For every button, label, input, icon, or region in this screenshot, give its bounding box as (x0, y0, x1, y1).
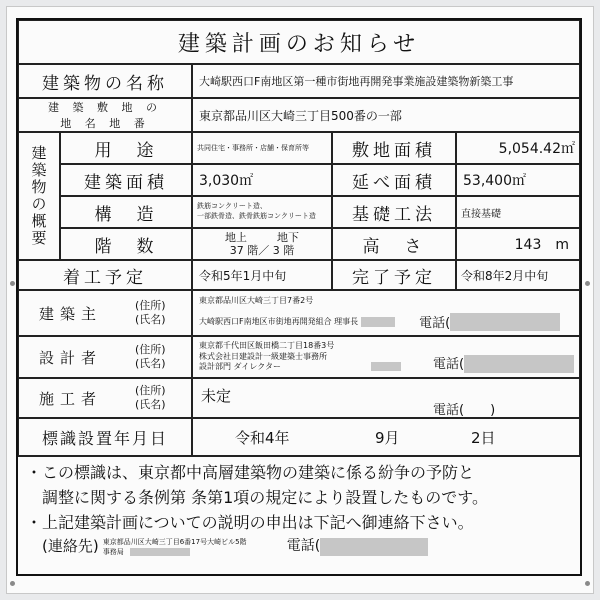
contact-label: (連絡先) (42, 537, 99, 556)
structure-value-line2: 一部鉄骨造、鉄骨鉄筋コンクリート造 (197, 212, 316, 220)
sign-date-year: 令和4年 (235, 428, 290, 447)
floors-header-row (225, 231, 299, 244)
building-area-label: 建築面積 (60, 164, 192, 196)
redacted-block (371, 362, 401, 371)
contact-office-row (103, 547, 277, 558)
foundation-label: 基礎工法 (332, 196, 456, 228)
redacted-block (450, 313, 560, 331)
sign-date-month: 9月 (375, 428, 400, 447)
redacted-block (361, 317, 395, 327)
building-area-value: 3,030㎡ (192, 164, 332, 196)
contact-phone-label: 電話( (286, 538, 321, 555)
owner-name: 大崎駅西口F南地区市街地再開発組合 理事長 (199, 317, 359, 326)
site-label-line2: 地 名 地 番 (60, 117, 150, 130)
bolt-icon (585, 281, 590, 286)
floors-above-label: 地上 (225, 230, 247, 244)
owner-name-label: (氏名) (135, 313, 166, 326)
bolt-icon (10, 581, 15, 586)
end-label: 完了予定 (332, 260, 456, 290)
floors-value-cell (192, 228, 332, 260)
contractor-label-cell (18, 378, 192, 418)
contractor-sublabels (135, 384, 166, 413)
height-value: 143 m (456, 228, 580, 260)
owner-phone-label: 電話( (419, 316, 451, 331)
designer-addr-label: (住所) (135, 342, 166, 356)
overview-side-label: 建築物の概要 (18, 132, 60, 260)
site-value: 東京都品川区大崎三丁目500番の一部 (192, 98, 580, 132)
owner-label-cell (18, 290, 192, 336)
contact-address: 東京都品川区大崎三丁目6番17号大崎ビル5階 (102, 537, 247, 546)
floor-area-value: 53,400㎡ (456, 164, 580, 196)
owner-value-cell (192, 290, 580, 336)
designer-sublabels (135, 343, 166, 372)
bolt-icon (10, 281, 15, 286)
bolt-icon (585, 581, 590, 586)
owner-name-row (199, 312, 579, 331)
owner-label: 建築主 (39, 304, 103, 323)
designer-address: 東京都千代田区飯田橋二丁目18番3号 (199, 340, 335, 350)
owner-sublabels (135, 299, 166, 328)
building-name-label: 建築物の名称 (18, 64, 192, 98)
redacted-block (320, 538, 428, 556)
building-name-value: 大崎駅西口F南地区第一種市街地再開発事業施設建築物新築工事 (192, 64, 580, 98)
designer-label-cell (18, 336, 192, 378)
use-label: 用 途 (60, 132, 192, 164)
start-value: 令和5年1月中旬 (192, 260, 332, 290)
floors-below-label: 地下 (277, 230, 299, 244)
notes-section (18, 456, 580, 574)
use-value: 共同住宅・事務所・店舗・保育所等 (192, 132, 332, 164)
contractor-phone-label: 電話( ) (433, 403, 496, 418)
structure-value (192, 196, 332, 228)
structure-value-line1: 鉄筋コンクリート造、 (197, 202, 267, 211)
sign-date-day: 2日 (471, 428, 496, 447)
redacted-block (130, 548, 190, 556)
notes-line3: ・上記建築計画についての説明の申出は下記へ御連絡下さい。 (26, 512, 474, 532)
designer-name-line2: 設計部門 ダイレクター (199, 362, 282, 372)
contractor-value: 未定 (201, 387, 232, 405)
contractor-addr-label: (住所) (135, 383, 166, 397)
designer-label: 設計者 (39, 348, 103, 367)
floors-label: 階 数 (60, 228, 192, 260)
designer-value-cell (192, 336, 580, 378)
foundation-value: 直接基礎 (456, 196, 580, 228)
site-label-line1: 建 築 敷 地 の (48, 101, 162, 114)
redacted-block (464, 355, 574, 373)
designer-phone-label: 電話( (433, 356, 465, 372)
structure-label: 構 造 (60, 196, 192, 228)
designer-name-row (199, 352, 579, 374)
contact-office: 事務局 (102, 548, 124, 557)
end-value: 令和8年2月中旬 (456, 260, 580, 290)
owner-addr-label: (住所) (135, 298, 166, 312)
site-label (18, 98, 192, 132)
designer-name-label: (氏名) (135, 357, 166, 370)
site-area-value: 5,054.42㎡ (456, 132, 580, 164)
notes-line1: ・この標識は、東京都中高層建築物の建築に係る紛争の予防と (26, 463, 475, 482)
floor-area-label: 延べ面積 (332, 164, 456, 196)
contractor-value-cell (192, 378, 580, 418)
sign-date-label: 標識設置年月日 (18, 418, 192, 456)
page-title: 建築計画のお知らせ (18, 20, 580, 64)
designer-name-line1: 株式会社日建設計一級建築士事務所 (199, 351, 327, 361)
notes-line2: 調整に関する条例第 条第1項の規定により設置したものです。 (42, 487, 488, 507)
contact-row (26, 535, 572, 558)
contractor-label: 施工者 (39, 389, 103, 408)
contact-block (103, 537, 277, 558)
designer-name-block (199, 352, 371, 374)
contractor-name-label: (氏名) (135, 398, 166, 411)
site-area-label: 敷地面積 (332, 132, 456, 164)
start-label: 着工予定 (18, 260, 192, 290)
owner-address: 東京都品川区大崎三丁目7番2号 (199, 296, 314, 305)
floors-value: 37 階／ 3 階 (229, 244, 295, 257)
height-label: 高 さ (332, 228, 456, 260)
sign-date-value-cell (192, 418, 580, 456)
